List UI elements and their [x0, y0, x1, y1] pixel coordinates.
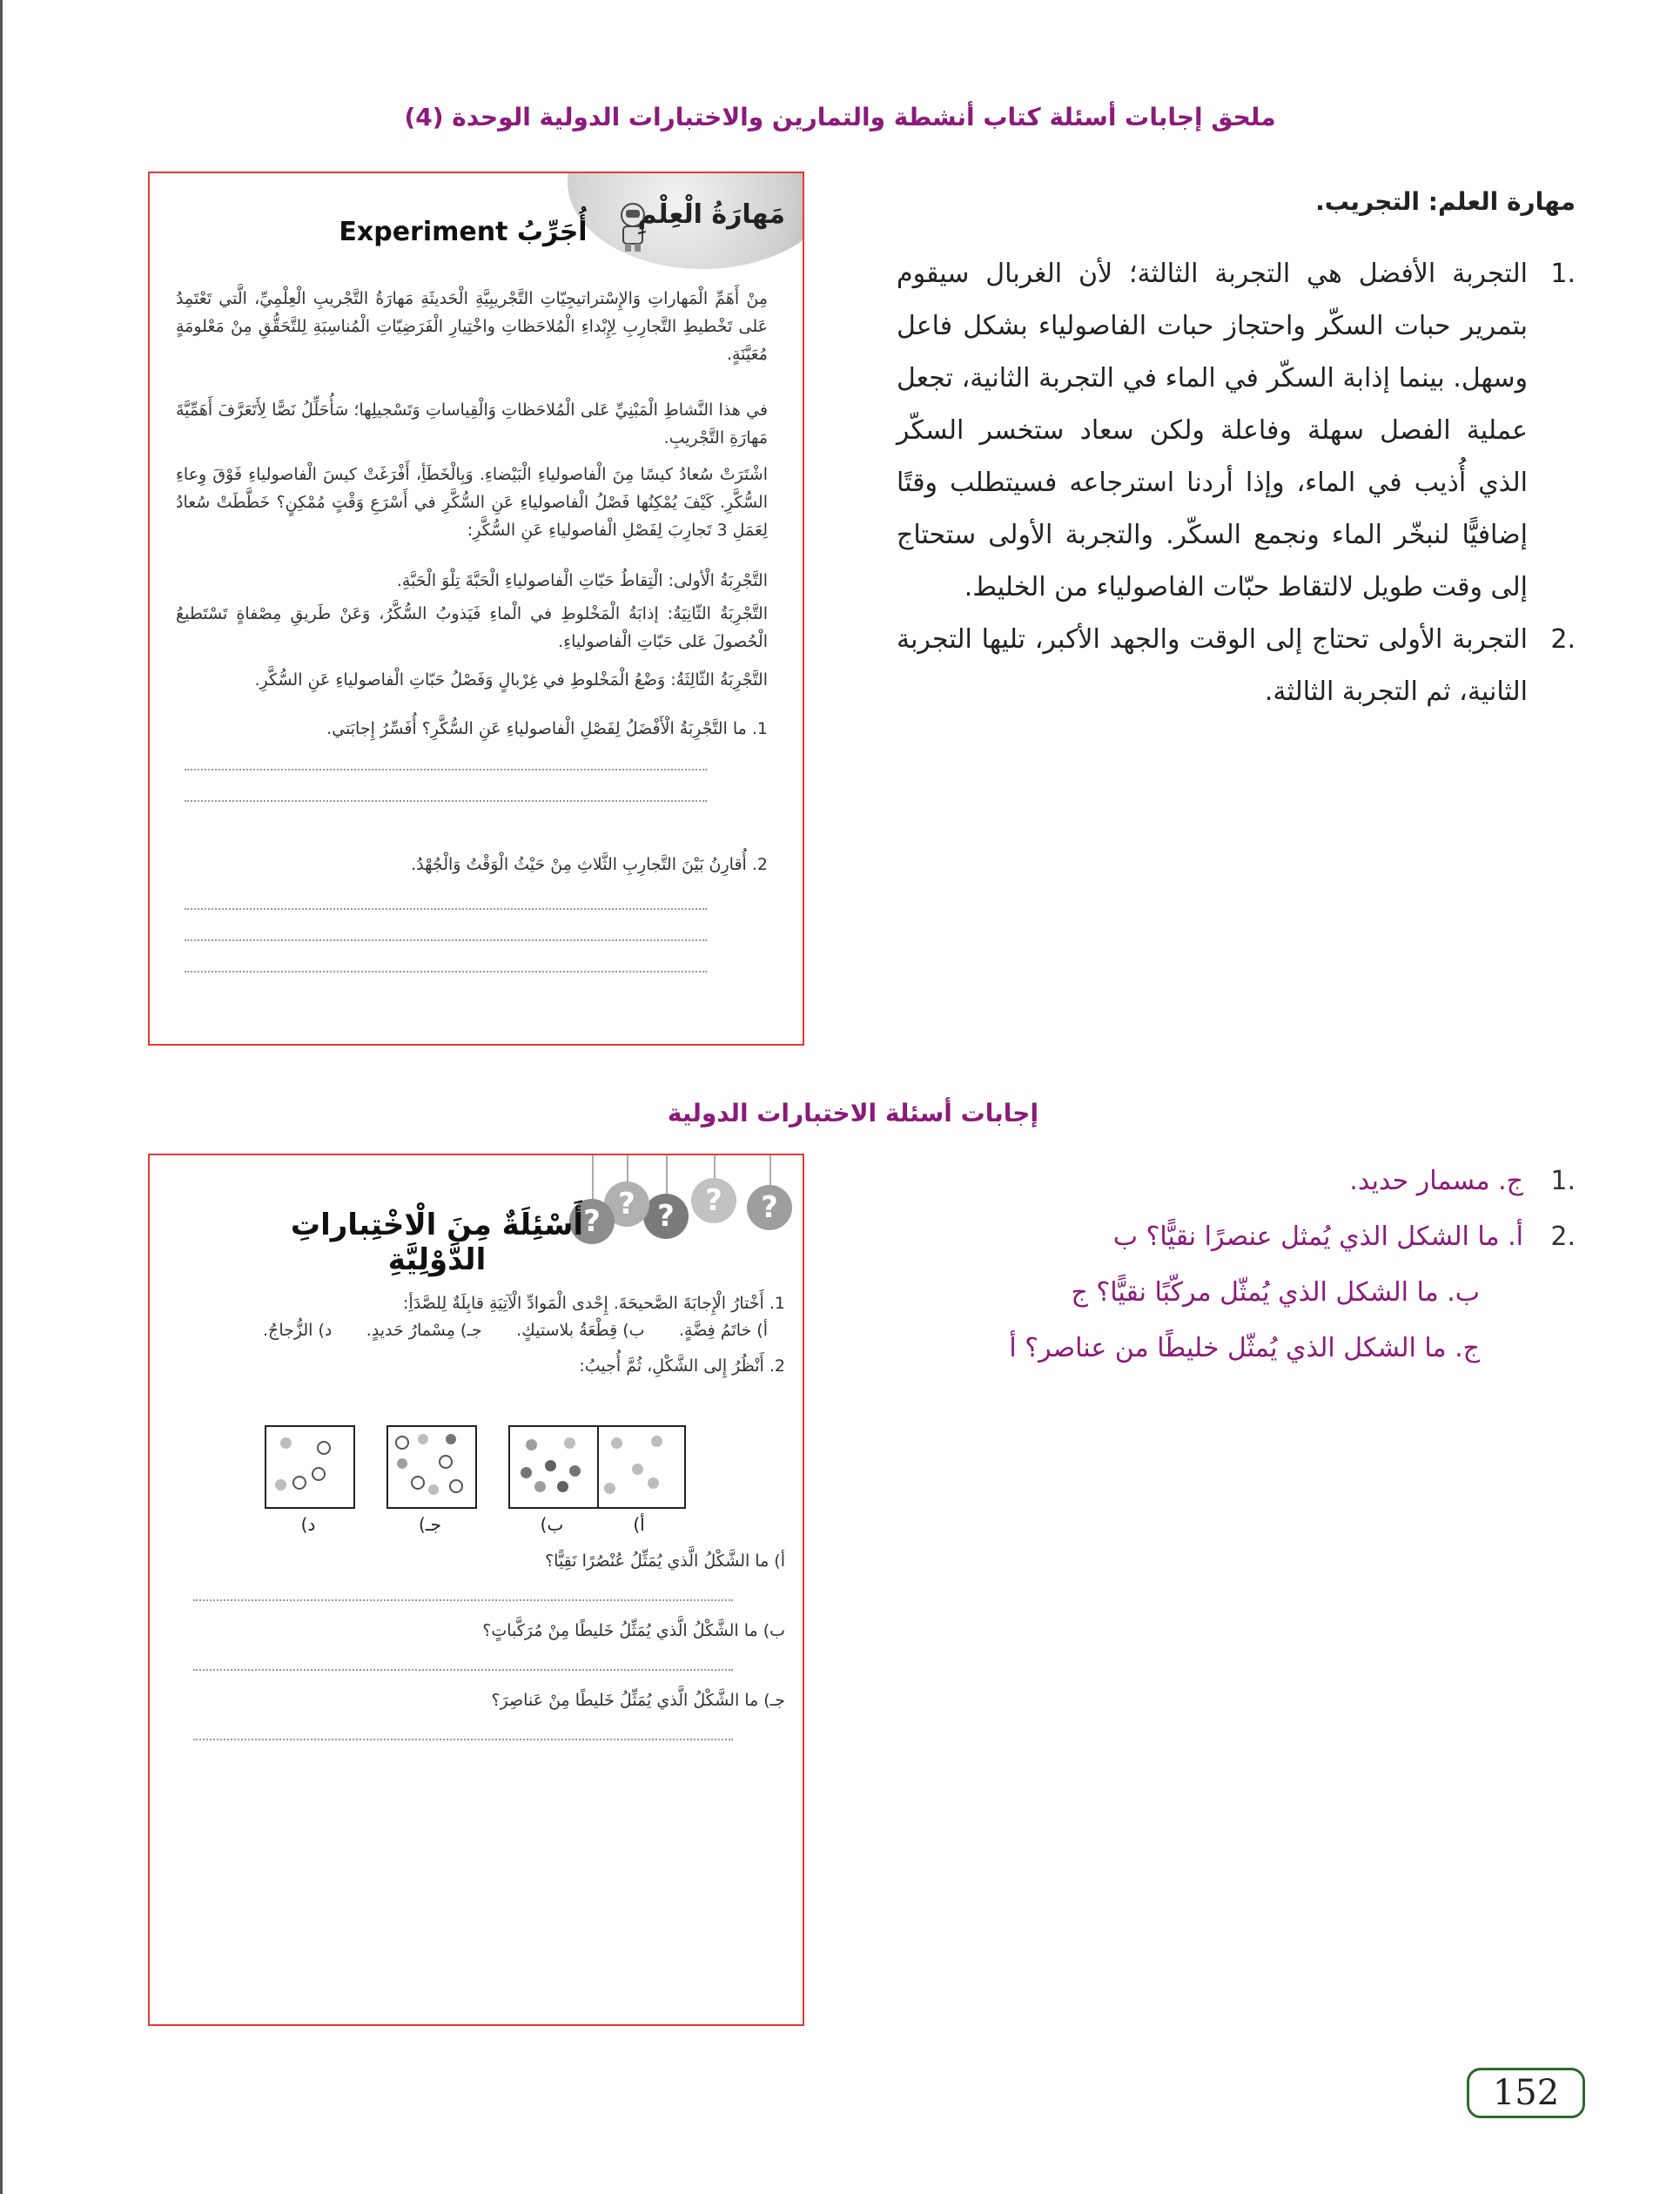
figure-b [508, 1425, 599, 1509]
option-d: د) الزُّجاجُ. [263, 1321, 333, 1340]
story-paragraph: اشْتَرَتْ سُعادُ كيسًا مِنَ الْفاصولياءِ الْبَيْضاءِ. وَبِالْخَطَأِ، أَفْرَغَتْ كيسَ الْفاصولياءِ فَوْقَ وِعاءِ السُّكَّرِ. كَيْفَ يُمْكِنُها فَصْلُ الْفاصولياءِ عَنِ السُّكَّرِ في أَسْرَعِ وَقْتٍ مُمْكِنٍ؟ خَطَّطَتْ سُعادُ لِعَمَلِ 3 تَجارِبَ لِفَصْلِ الْفاصولياءِ عَنِ السُّكَّرِ: [176, 465, 768, 540]
figure-b-label: ب) [540, 1514, 564, 1535]
answer-lines [185, 878, 707, 972]
page-number: 152 [1467, 2068, 1585, 2118]
question-1: 1. ما التَّجْرِبَةُ الْأَفْضَلُ لِفَصْلِ الْفاصولياءِ عَنِ السُّكَّرِ؟ أُفَسِّرُ إِجابَتي. [326, 719, 768, 738]
skill-label: مَهارَةُ الْعِلْمِ [637, 199, 785, 230]
question-2: 2. أُقارِنُ بَيْنَ التَّجارِبِ الثَّلاثِ مِنْ حَيْثُ الْوَقْتُ وَالْجُهْدُ. [411, 855, 768, 874]
page-header: ملحق إجابات أسئلة كتاب أنشطة والتمارين والاختبارات الدولية الوحدة (4) [404, 103, 1276, 131]
list-item [897, 248, 1576, 614]
figure-a [595, 1425, 686, 1509]
item-number: .2 [1550, 1222, 1576, 1252]
question-mark-icon: ? [691, 1178, 736, 1223]
experiment-page-scan [148, 172, 804, 1046]
question-a: أ) ما الشَّكْلُ الَّذي يُمَثِّلُ عُنْصُرًا نَقِيًّا؟ [545, 1551, 785, 1571]
list-item [897, 1209, 1576, 1265]
question-2: 2. أَنْظُرُ إِلى الشَّكْلِ، ثُمَّ أُجيبُ: [579, 1356, 785, 1376]
intl-questions-title: أَسْئِلَةٌ مِنَ الْاخْتِباراتِ الدَّوْلِيَّةِ [290, 1208, 584, 1277]
item-number: .1 [1550, 259, 1576, 289]
question-c: جـ) ما الشَّكْلُ الَّذي يُمَثِّلُ خَليطًا مِنْ عَناصِرَ؟ [491, 1691, 785, 1710]
question-mark-icon: ? [643, 1194, 689, 1239]
option-b: ب) قِطْعَةُ بلاستيكٍ. [516, 1321, 645, 1340]
list-item [897, 614, 1576, 718]
figure-d [265, 1425, 355, 1509]
activity-paragraph: في هذا النَّشاطِ الْمَبْنِيِّ عَلى الْمُلاحَظاتِ وَالْقِياساتِ وَتَسْجيلِها؛ سَأُحَلِّلُ نَصًّا لِأَتَعَرَّفَ أَهَمِّيَّةَ مَهارَةِ التَّجْريبِ. [176, 400, 768, 448]
option-a: أ) خاتَمُ فِضَّةٍ. [678, 1321, 768, 1340]
experiment-3: التَّجْرِبَةُ الثّالِثَةُ: وَضْعُ الْمَخْلوطِ في غِرْبالٍ وَفَصْلُ حَبّاتِ الْفاصولياءِ عَنِ السُّكَّرِ. [254, 670, 768, 690]
question-mark-icon: ? [604, 1181, 649, 1227]
figure-c [386, 1425, 477, 1509]
sub-answer-b: ب. ما الشكل الذي يُمثّل مركّبًا نقيًّا؟ ج [1071, 1277, 1480, 1308]
list-item [897, 1154, 1576, 1209]
sub-answer-c: ج. ما الشكل الذي يُمثّل خليطًا من عناصر؟ أ [1009, 1333, 1480, 1363]
experiment-2: التَّجْرِبَةُ الثّانِيَةُ: إذابَةُ الْمَخْلوطِ في الْماءِ فَيَذوبُ السُّكَّرُ، وَعَنْ طَريقِ مِصْفاةٍ تَسْتَطيعُ الْحُصولَ عَلى حَبّاتِ الْفاصولياءِ. [176, 604, 768, 651]
item-text: ج. مسمار حديد. [1349, 1166, 1523, 1196]
intl-answer-list [897, 1154, 1576, 1376]
intl-questions-page-scan [148, 1154, 804, 2026]
figure-d-label: د) [300, 1514, 316, 1535]
item-number: .1 [1550, 1166, 1576, 1196]
experiment-1: التَّجْرِبَةُ الْأولى: الْتِقاطُ حَبّاتِ الْفاصولياءِ الْحَبَّةَ تِلْوَ الْحَبَّةِ. [396, 571, 768, 590]
intl-section-heading: إجابات أسئلة الاختبارات الدولية [667, 1099, 1039, 1127]
answer-line [193, 1639, 733, 1671]
intro-paragraph: مِنْ أَهَمِّ الْمَهاراتِ وَالإِسْتراتيجِيّاتِ التَّجْريبِيَّةِ الْحَديثَةِ مَهارَةُ التَّجْريبِ الْعِلْمِيِّ، الَّتي تَعْتَمِدُ عَلى تَخْطيطِ التَّجارِبِ لِإِبْداءِ الْمُلاحَظاتِ واخْتِيارِ الْفَرَضِيّاتِ الْمُناسِبَةِ لِلتَّحَقُّقِ مِنْ مَعْلومَةٍ مُعَيَّنَةٍ. [176, 289, 768, 364]
item-text: أ. ما الشكل الذي يُمثل عنصرًا نقيًّا؟ ب [1112, 1222, 1523, 1252]
answer-line [193, 1709, 733, 1740]
skill-answer-title: مهارة العلم: التجريب. [1315, 187, 1576, 216]
question-b: ب) ما الشَّكْلُ الَّذي يُمَثِّلُ خَليطًا مِنْ مُرَكَّباتٍ؟ [482, 1621, 785, 1640]
experiment-title: أُجَرِّبُ Experiment [339, 217, 588, 247]
left-margin-bar [0, 0, 3, 2194]
answer-lines [185, 739, 707, 802]
item-text: التجربة الأفضل هي التجربة الثالثة؛ لأن الغربال سيقوم بتمرير حبات السكّر واحتجاز حبات الفاصولياء بشكل فاعل وسهل. بينما إذابة السكّر في الماء في التجربة الثانية، تجعل عملية الفصل سهلة وفاعلة ولكن سعاد ستخسر السكّر الذي أُذيب في الماء، وإذا أردنا استرجاعه فسيتطلب وقتًا إضافيًّا لنبخّر الماء ونجمع السكّر. والتجربة الأولى ستحتاج إلى وقت طويل لالتقاط حبّات الفاصولياء من الخليط. [897, 259, 1528, 602]
question-mark-icon: ? [569, 1199, 615, 1244]
figure-a-label: أ) [633, 1514, 645, 1535]
skill-answer-list [897, 248, 1576, 718]
item-number: .2 [1550, 624, 1576, 655]
figure-c-label: جـ) [418, 1514, 442, 1535]
item-text: التجربة الأولى تحتاج إلى الوقت والجهد الأكبر، تليها التجربة الثانية، ثم التجربة الثالثة. [897, 624, 1528, 707]
answer-line [193, 1570, 733, 1601]
question-1: 1. أَخْتارُ الْإِجابَةَ الصَّحيحَةَ. إِحْدى الْمَوادِّ الْآتِيَةِ قابِلَةٌ لِلصَّدَأِ: [403, 1294, 785, 1313]
question-mark-icon: ? [747, 1185, 792, 1230]
option-c: جـ) مِسْمارُ حَديدٍ. [366, 1321, 482, 1340]
question-1-options [263, 1321, 768, 1340]
